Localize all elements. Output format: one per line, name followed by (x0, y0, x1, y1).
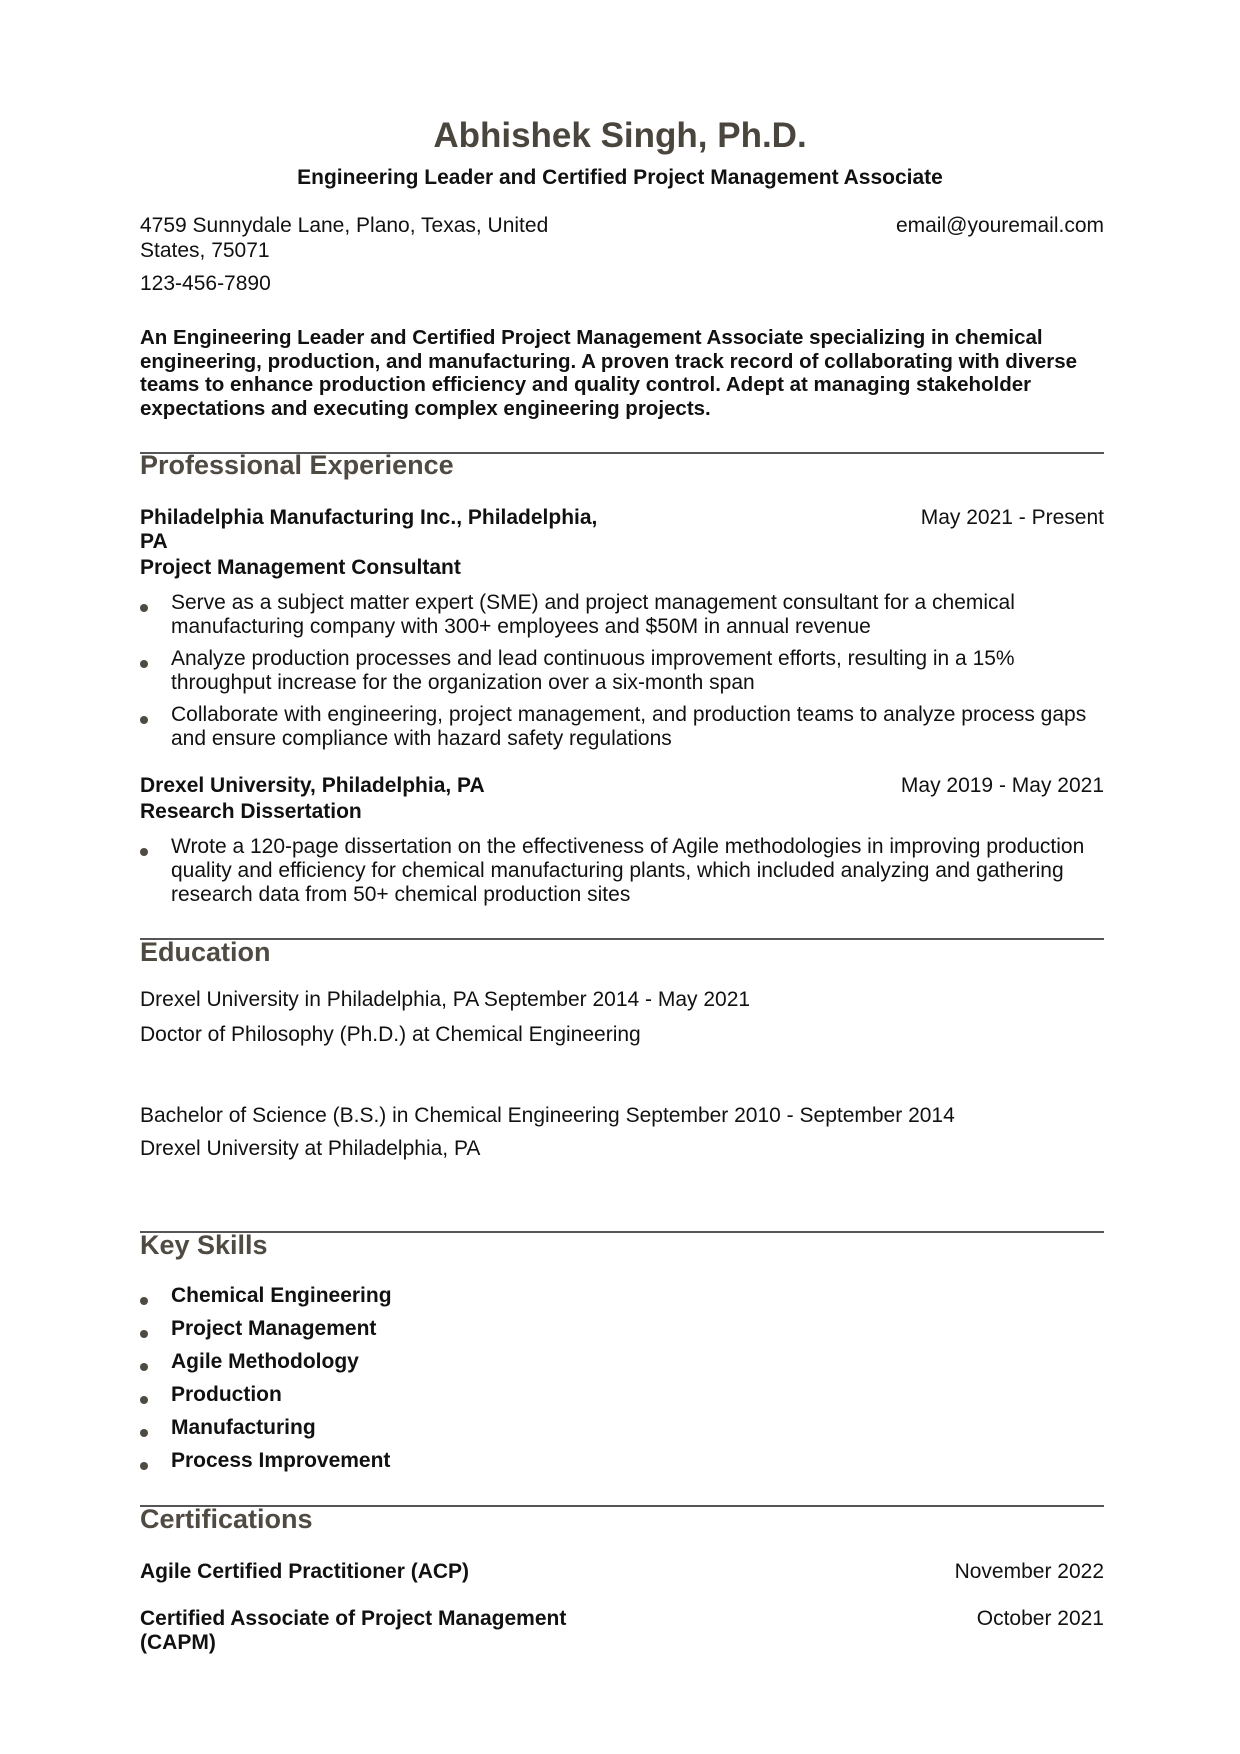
list-item (140, 703, 1104, 751)
education-entry-line: Drexel University in Philadelphia, PA September 2014 - May 2021 (140, 988, 751, 1011)
skill-label: Project Management (171, 1317, 377, 1340)
phone: 123-456-7890 (140, 272, 271, 295)
job-employer-line-1: Philadelphia Manufacturing Inc., Philadelphia, (140, 506, 598, 529)
skill-item (140, 1449, 740, 1482)
education-entry-line: Doctor of Philosophy (Ph.D.) at Chemical Engineering (140, 1023, 641, 1046)
bullet-dot (140, 1429, 148, 1437)
bullet-dot (140, 1462, 148, 1470)
bullet-text: Collaborate with engineering, project management, and production teams to analyze process gaps and ensure compliance with hazard safety regulations (171, 703, 1087, 750)
job-dates: May 2021 - Present (920, 506, 1104, 529)
list-item (140, 591, 1104, 639)
list-item (140, 835, 1104, 907)
candidate-name: Abhishek Singh, Ph.D. (433, 116, 807, 155)
skill-item (140, 1416, 740, 1449)
section-divider (140, 1231, 1104, 1233)
certification-date: October 2021 (976, 1607, 1104, 1630)
bullet-text: Wrote a 120-page dissertation on the effectiveness of Agile methodologies in improving production quality and efficiency for chemical manufacturing plants, which included analyzing and gathering research data from 50+ chemical production sites (171, 835, 1085, 906)
job-bullets (140, 835, 1104, 907)
bullet-dot (140, 716, 148, 724)
section-title-education: Education (140, 937, 271, 967)
professional-summary: An Engineering Leader and Certified Project Management Associate specializing in chemical engineering, production, and manufacturing. A proven track record of collaborating with diverse teams to enhance production efficiency and quality control. Adept at managing stakeholder expectations and executing complex engineering projects. (140, 326, 1078, 420)
certification-name: Agile Certified Practitioner (ACP) (140, 1560, 470, 1583)
bullet-text: Serve as a subject matter expert (SME) and project management consultant for a chemical manufacturing company with 300+ employees and $50M in annual revenue (171, 591, 1015, 638)
skill-label: Chemical Engineering (171, 1284, 392, 1307)
skill-item (140, 1317, 740, 1350)
job-role: Project Management Consultant (140, 556, 461, 579)
bullet-text: Analyze production processes and lead continuous improvement efforts, resulting in a 15% throughput increase for the organization over a six-month span (171, 647, 1015, 694)
job-employer (140, 506, 597, 554)
skill-item (140, 1383, 740, 1416)
bullet-dot (140, 1330, 148, 1338)
bullet-dot (140, 660, 148, 668)
skill-item (140, 1284, 740, 1317)
list-item (140, 647, 1104, 695)
bullet-dot (140, 1396, 148, 1404)
skill-label: Manufacturing (171, 1416, 316, 1439)
certification-name-line-2: (CAPM) (140, 1631, 216, 1654)
education-entry-line: Bachelor of Science (B.S.) in Chemical Engineering September 2010 - September 2014 (140, 1104, 955, 1127)
job-role: Research Dissertation (140, 800, 362, 823)
skill-label: Production (171, 1383, 282, 1406)
bullet-dot (140, 1363, 148, 1371)
bullet-dot (140, 604, 148, 612)
skill-item (140, 1350, 740, 1383)
job-employer: Drexel University, Philadelphia, PA (140, 774, 485, 797)
section-title-certifications: Certifications (140, 1504, 313, 1534)
certification-name (140, 1607, 566, 1655)
skill-label: Agile Methodology (171, 1350, 359, 1373)
section-title-experience: Professional Experience (140, 450, 454, 480)
certification-name-line-1: Certified Associate of Project Management (140, 1607, 567, 1630)
job-bullets (140, 591, 1104, 751)
education-entry-line: Drexel University at Philadelphia, PA (140, 1137, 481, 1160)
bullet-dot (140, 1297, 148, 1305)
section-divider (140, 938, 1104, 940)
address-line-1: 4759 Sunnydale Lane, Plano, Texas, United (140, 214, 549, 237)
email: email@youremail.com (895, 214, 1104, 237)
job-employer-line-2: PA (140, 530, 168, 553)
skill-label: Process Improvement (171, 1449, 391, 1472)
certification-date: November 2022 (954, 1560, 1104, 1583)
skills-list (140, 1284, 740, 1482)
section-title-skills: Key Skills (140, 1230, 268, 1260)
bullet-dot (140, 848, 148, 856)
address (140, 213, 548, 263)
address-line-2: States, 75071 (140, 239, 270, 262)
job-dates: May 2019 - May 2021 (900, 774, 1104, 797)
candidate-tagline: Engineering Leader and Certified Project Management Associate (297, 166, 943, 189)
